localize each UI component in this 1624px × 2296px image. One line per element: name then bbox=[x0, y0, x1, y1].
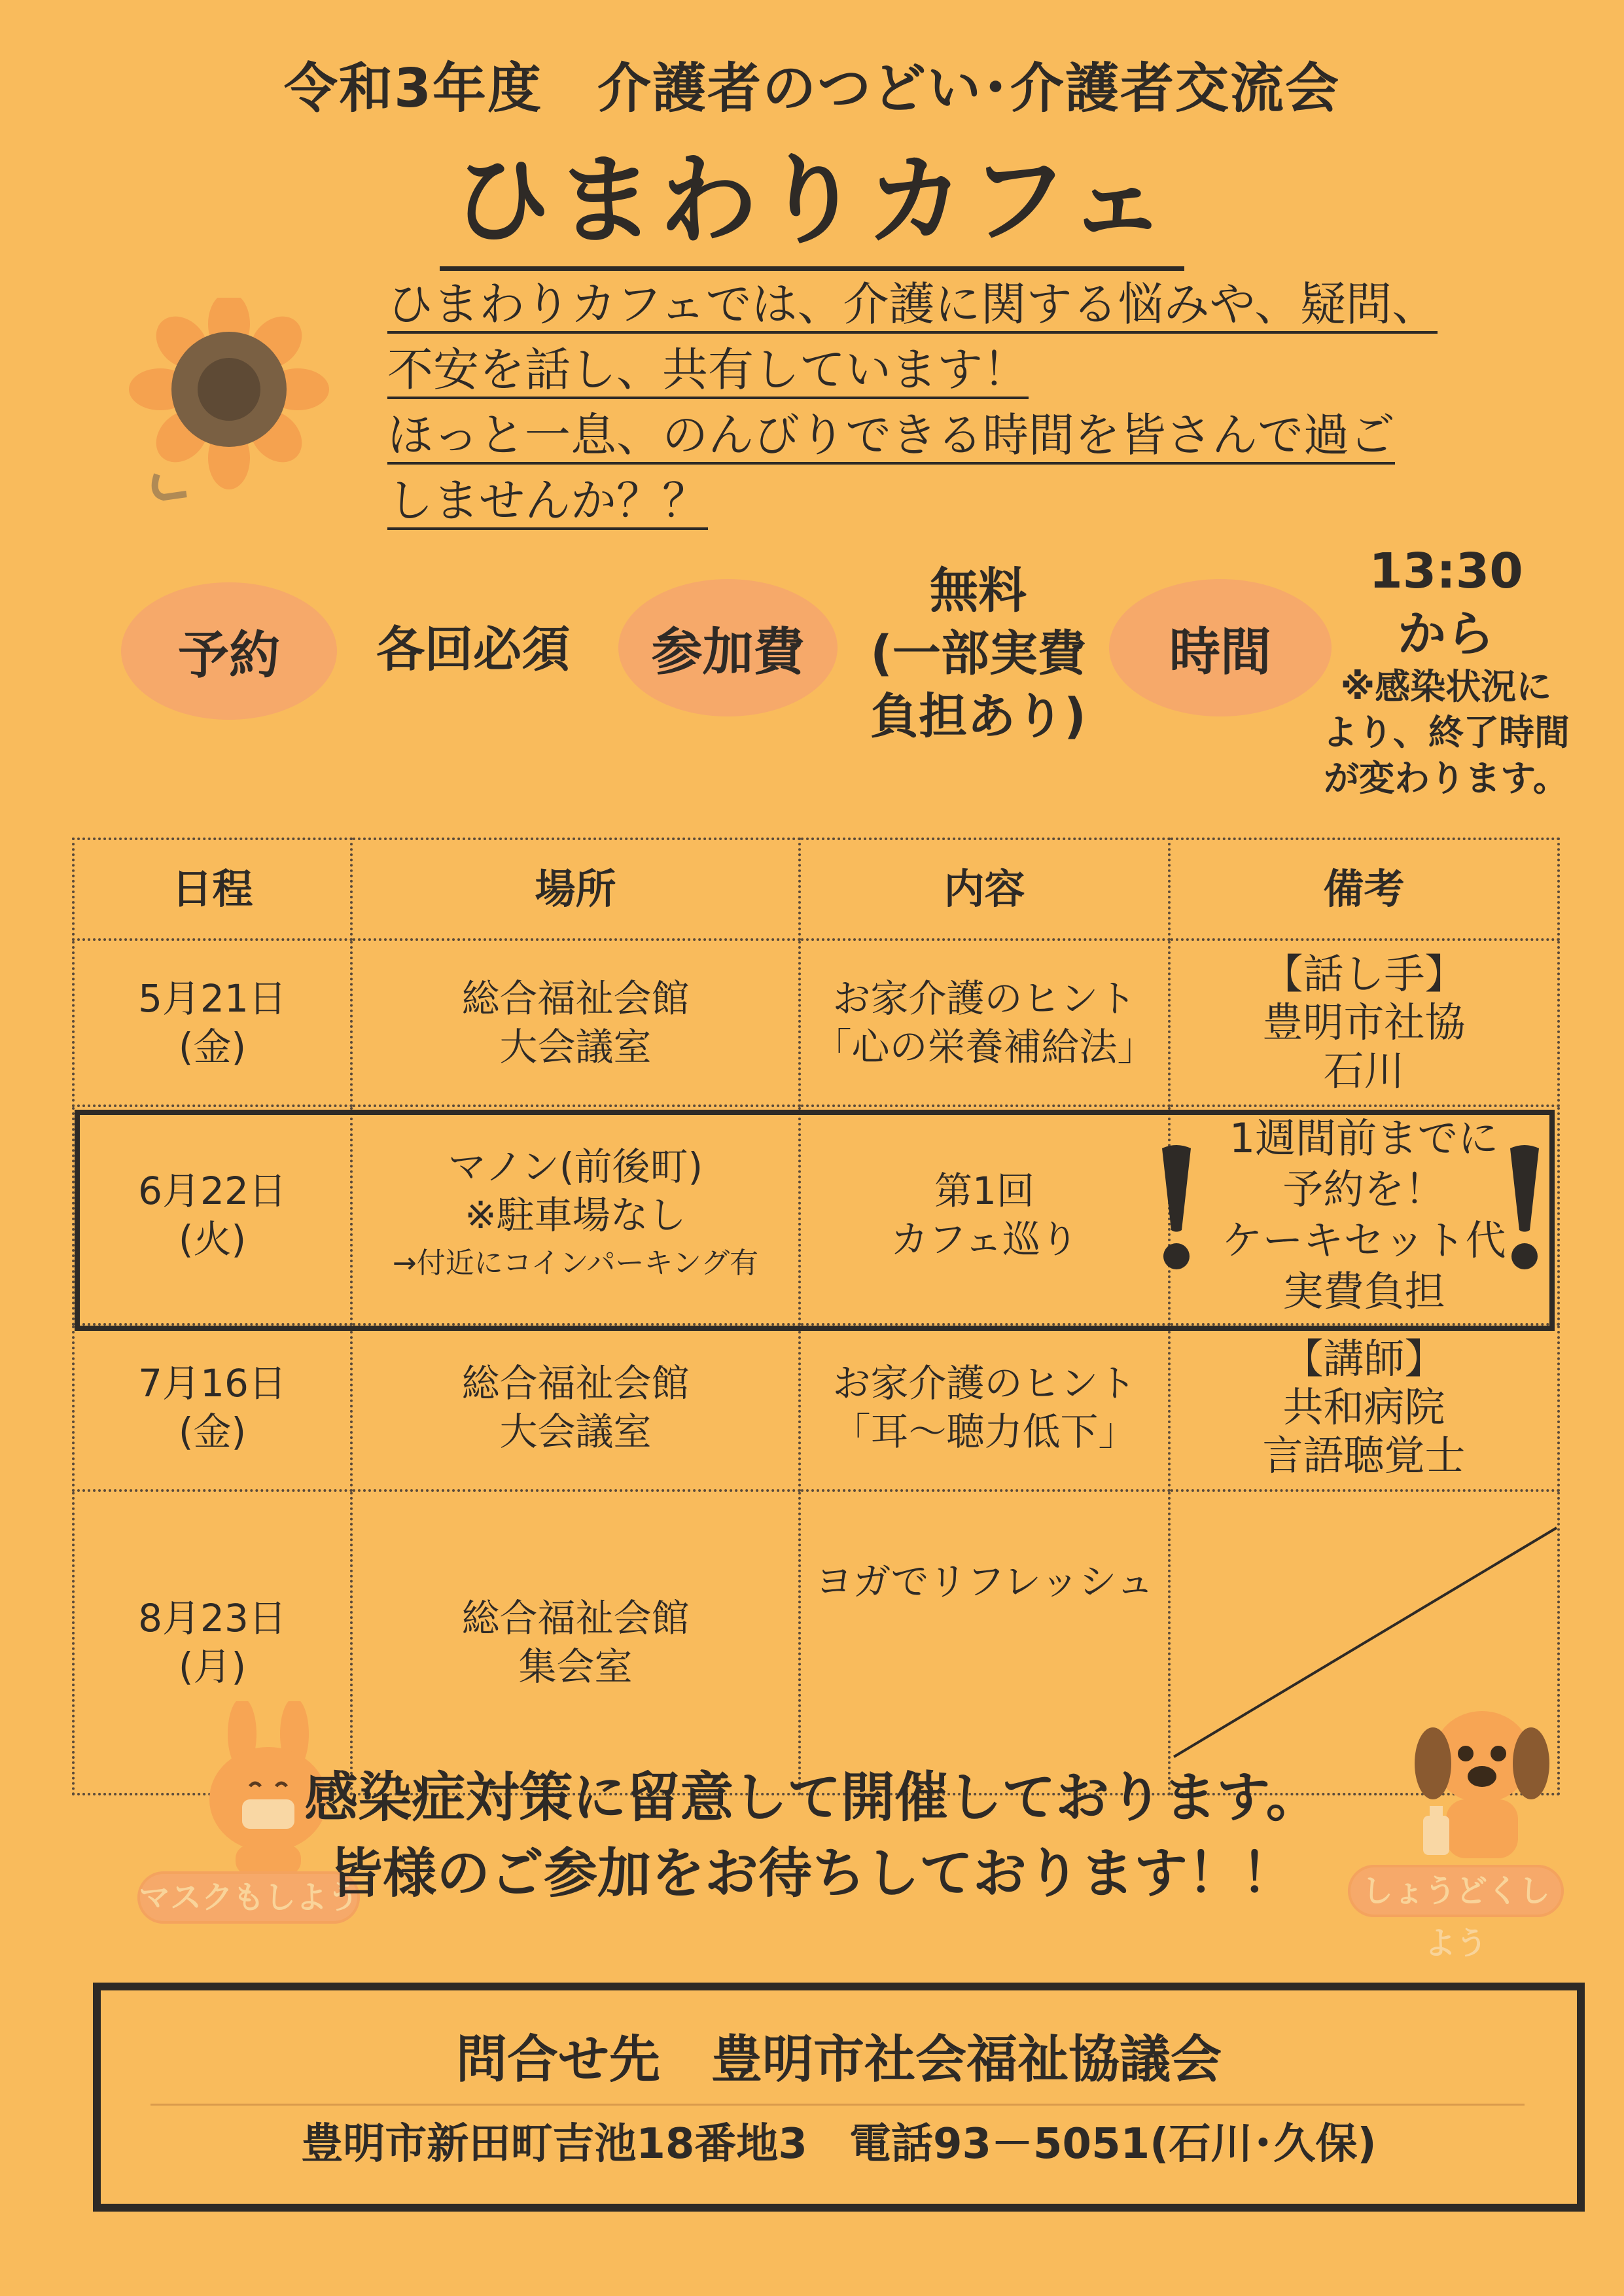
mask-sticker-label: マスクもしよう bbox=[137, 1871, 360, 1924]
page-subtitle: 令和3年度 介護者のつどい･介護者交流会 bbox=[283, 58, 1341, 120]
date-cell: 6月22日 (火) bbox=[73, 1106, 351, 1324]
fee-value bbox=[841, 559, 1116, 748]
place-cell: マノン(前後町) ※駐車場なし →付近にコインパーキング有 bbox=[351, 1106, 800, 1324]
fee-value-line: 無料 bbox=[930, 563, 1027, 619]
fee-value-line: (一部実費 bbox=[870, 626, 1086, 682]
intro-line: ほっと一息、のんびりできる時間を皆さんで過ご bbox=[387, 402, 1500, 468]
reservation-badge bbox=[121, 582, 337, 720]
contact-address: 豊明市新田町吉池18番地3 電話93－5051(石川･久保) bbox=[301, 2120, 1377, 2168]
intro-line: 不安を話し、共有しています！ bbox=[387, 337, 1500, 402]
reservation-value: 各回必須 bbox=[376, 622, 570, 678]
content-cell: 第1回 カフェ巡り bbox=[800, 1106, 1169, 1324]
notes-cell: 【話し手】 豊明市社協 石川 bbox=[1169, 940, 1559, 1106]
page-title-text: ひまわりカフェ bbox=[440, 121, 1185, 271]
time-value-line: 13:30 bbox=[1369, 543, 1523, 599]
notes-cell: 【講師】 共和病院 言語聴覚士 bbox=[1169, 1324, 1559, 1491]
date-cell: 5月21日 (金) bbox=[73, 940, 351, 1106]
closing-line: 感染症対策に留意して開催しております。 bbox=[304, 1767, 1320, 1829]
highlight-frame bbox=[75, 1110, 1555, 1331]
time-value bbox=[1335, 540, 1557, 665]
table-row bbox=[73, 940, 1559, 1106]
table-header-row bbox=[73, 839, 1559, 940]
header-notes: 備考 bbox=[1169, 839, 1559, 940]
contact-title: 問合せ先 豊明市社会福祉協議会 bbox=[455, 2030, 1222, 2089]
closing-line: 皆様のご参加をお待ちしております！！ bbox=[328, 1843, 1295, 1905]
exclamation-icon bbox=[1498, 1142, 1551, 1273]
place-cell: 総合福祉会館 大会議室 bbox=[351, 940, 800, 1106]
content-cell: お家介護のヒント 「耳～聴力低下」 bbox=[800, 1324, 1169, 1491]
closing-message bbox=[0, 1760, 1624, 1912]
exclamation-icon bbox=[1150, 1142, 1203, 1273]
header-place: 場所 bbox=[351, 839, 800, 940]
time-badge bbox=[1109, 579, 1332, 716]
date-cell: 7月16日 (金) bbox=[73, 1324, 351, 1491]
notes-cell: 1週間前までに 予約を！ ケーキセット代 実費負担 bbox=[1169, 1106, 1559, 1324]
content-cell: お家介護のヒント 「心の栄養補給法」 bbox=[800, 940, 1169, 1106]
reservation-label: 予約 bbox=[177, 626, 280, 685]
time-note bbox=[1315, 664, 1577, 802]
page-title bbox=[0, 121, 1624, 271]
time-note-line: が変わります。 bbox=[1324, 758, 1568, 799]
contact-divider bbox=[150, 2104, 1525, 2106]
sanitizer-sticker-label: しょうどくしよう bbox=[1348, 1865, 1564, 1917]
date-cell: 8月23日 (月) bbox=[73, 1491, 351, 1794]
intro-text bbox=[387, 272, 1500, 533]
fee-label: 参加費 bbox=[651, 623, 805, 682]
place-cell: 総合福祉会館 大会議室 bbox=[351, 1324, 800, 1491]
time-label: 時間 bbox=[1169, 623, 1271, 682]
fee-badge bbox=[618, 579, 838, 716]
time-note-line: ※感染状況に bbox=[1340, 666, 1552, 707]
header-content: 内容 bbox=[800, 839, 1169, 940]
header-date: 日程 bbox=[73, 839, 351, 940]
sunflower-icon bbox=[124, 298, 360, 514]
place-cell: 総合福祉会館 集会室 bbox=[351, 1491, 800, 1794]
time-note-line: より、終了時間 bbox=[1322, 712, 1570, 753]
fee-value-line: 負担あり) bbox=[870, 688, 1086, 745]
intro-line: しませんか？？ bbox=[387, 468, 1500, 533]
table-row bbox=[73, 1324, 1559, 1491]
content-cell: ヨガでリフレッシュ bbox=[800, 1491, 1169, 1794]
contact-box bbox=[93, 1983, 1585, 2212]
time-value-line: から bbox=[1398, 606, 1494, 662]
intro-line: ひまわりカフェでは、介護に関する悩みや、疑問、 bbox=[387, 272, 1500, 337]
